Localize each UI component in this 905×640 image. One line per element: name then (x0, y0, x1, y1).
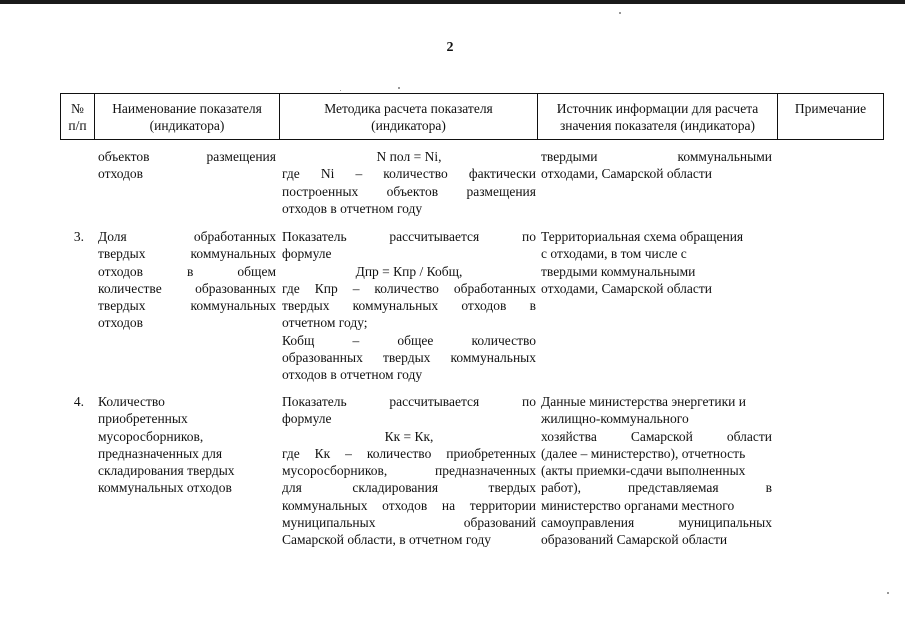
indicator-name-line: отходов (98, 166, 144, 182)
indicator-name-line: коммунальных отходов (98, 480, 232, 496)
source-line: Территориальная схема обращения (541, 229, 744, 244)
formula-line: Дпр = Кпр / Кобщ, (355, 263, 463, 279)
source-line: самоуправления муниципальных (541, 515, 772, 531)
indicator-name (98, 393, 276, 497)
source-line: жилищно-коммунального (541, 411, 689, 427)
method-line: мусоросборников, предназначенных (282, 463, 536, 479)
source-line: с отходами, в том числе с (541, 246, 687, 262)
information-source (541, 228, 772, 297)
header-cell-source (537, 93, 777, 140)
method-line: твердых коммунальных отходов в (282, 298, 536, 314)
formula-line: N пол = Ni, (376, 149, 442, 164)
method-line: Показатель рассчитывается по (282, 394, 536, 409)
indicator-name-line: твердых коммунальных (98, 298, 276, 314)
calculation-method (282, 148, 536, 217)
source-line: образований Самарской области (541, 532, 728, 548)
top-border-rule (0, 0, 905, 4)
header-label-line: п/п (68, 118, 87, 133)
indicator-name (98, 228, 276, 332)
source-line: министерство органами местного (541, 497, 735, 513)
indicator-name-line: предназначенных для (98, 445, 223, 461)
source-line: (далее – министерство), отчетность (541, 445, 746, 461)
method-line: коммунальных отходов на территории (282, 497, 536, 513)
formula-line: Кк = Кк, (384, 428, 434, 444)
indicator-name-line: приобретенных (98, 411, 188, 427)
indicator-name-line: твердых коммунальных (98, 246, 276, 262)
method-line: отходов в отчетном году (282, 367, 423, 383)
source-line: работ), представляемая в (541, 480, 772, 496)
row-number: 3. (73, 229, 84, 244)
header-label-line: Примечание (794, 101, 867, 116)
method-line: Кобщ – общее количество (282, 332, 536, 348)
scan-speck (340, 90, 341, 91)
method-line: где Кк – количество приобретенных (282, 445, 536, 461)
header-label-line: (индикатора) (149, 118, 225, 133)
header-label-line: значения показателя (индикатора) (559, 118, 756, 133)
source-line: отходами, Самарской области (541, 280, 712, 296)
method-line: для складирования твердых (282, 480, 536, 496)
source-line: Данные министерства энергетики и (541, 394, 747, 409)
row-number: 4. (73, 394, 84, 409)
header-label-line: Наименование показателя (112, 101, 262, 116)
method-line: где Ni – количество фактически (282, 166, 536, 182)
header-cell-method (279, 93, 537, 140)
source-line: твердыми коммунальными (541, 149, 772, 164)
header-cell-indicator-name (94, 93, 279, 140)
page-number: 2 (446, 40, 454, 55)
method-line: построенных объектов размещения (282, 183, 536, 199)
source-line: (акты приемки-сдачи выполненных (541, 463, 746, 479)
header-label-line: № (71, 101, 84, 116)
method-line: муниципальных образований (282, 515, 536, 531)
method-line: отходов в отчетном году (282, 200, 423, 216)
source-line: отходами, Самарской области (541, 166, 712, 182)
indicator-name-line: отходов в общем (98, 263, 276, 279)
information-source (541, 148, 772, 183)
method-line: Самарской области, в отчетном году (282, 532, 491, 548)
indicator-name-line: объектов размещения (98, 149, 276, 164)
method-line: отчетном году; (282, 315, 368, 331)
scan-speck (619, 12, 621, 14)
calculation-method (282, 393, 536, 549)
header-cell-note (777, 93, 884, 140)
calculation-method (282, 228, 536, 384)
indicator-name (98, 148, 276, 183)
method-line: образованных твердых коммунальных (282, 350, 536, 366)
method-line: формуле (282, 246, 332, 262)
indicator-name-line: мусоросборников, (98, 428, 204, 444)
header-cell-number (60, 93, 94, 140)
method-line: где Кпр – количество обработанных (282, 280, 536, 296)
header-label-line: Методика расчета показателя (324, 101, 493, 116)
indicator-name-line: Доля обработанных (98, 229, 276, 244)
header-label-line: (индикатора) (371, 118, 446, 133)
header-label-line: Источник информации для расчета (556, 101, 759, 116)
source-line: твердыми коммунальными (541, 263, 696, 279)
information-source (541, 393, 772, 549)
source-line: хозяйства Самарской области (541, 428, 772, 444)
method-line: Показатель рассчитывается по (282, 229, 536, 244)
indicator-name-line: Количество (98, 394, 165, 409)
scan-speck (398, 87, 400, 89)
method-line: формуле (282, 411, 332, 427)
indicator-name-line: отходов (98, 315, 144, 331)
indicator-name-line: количестве образованных (98, 280, 276, 296)
scan-speck (887, 592, 889, 594)
indicator-name-line: складирования твердых (98, 463, 235, 479)
